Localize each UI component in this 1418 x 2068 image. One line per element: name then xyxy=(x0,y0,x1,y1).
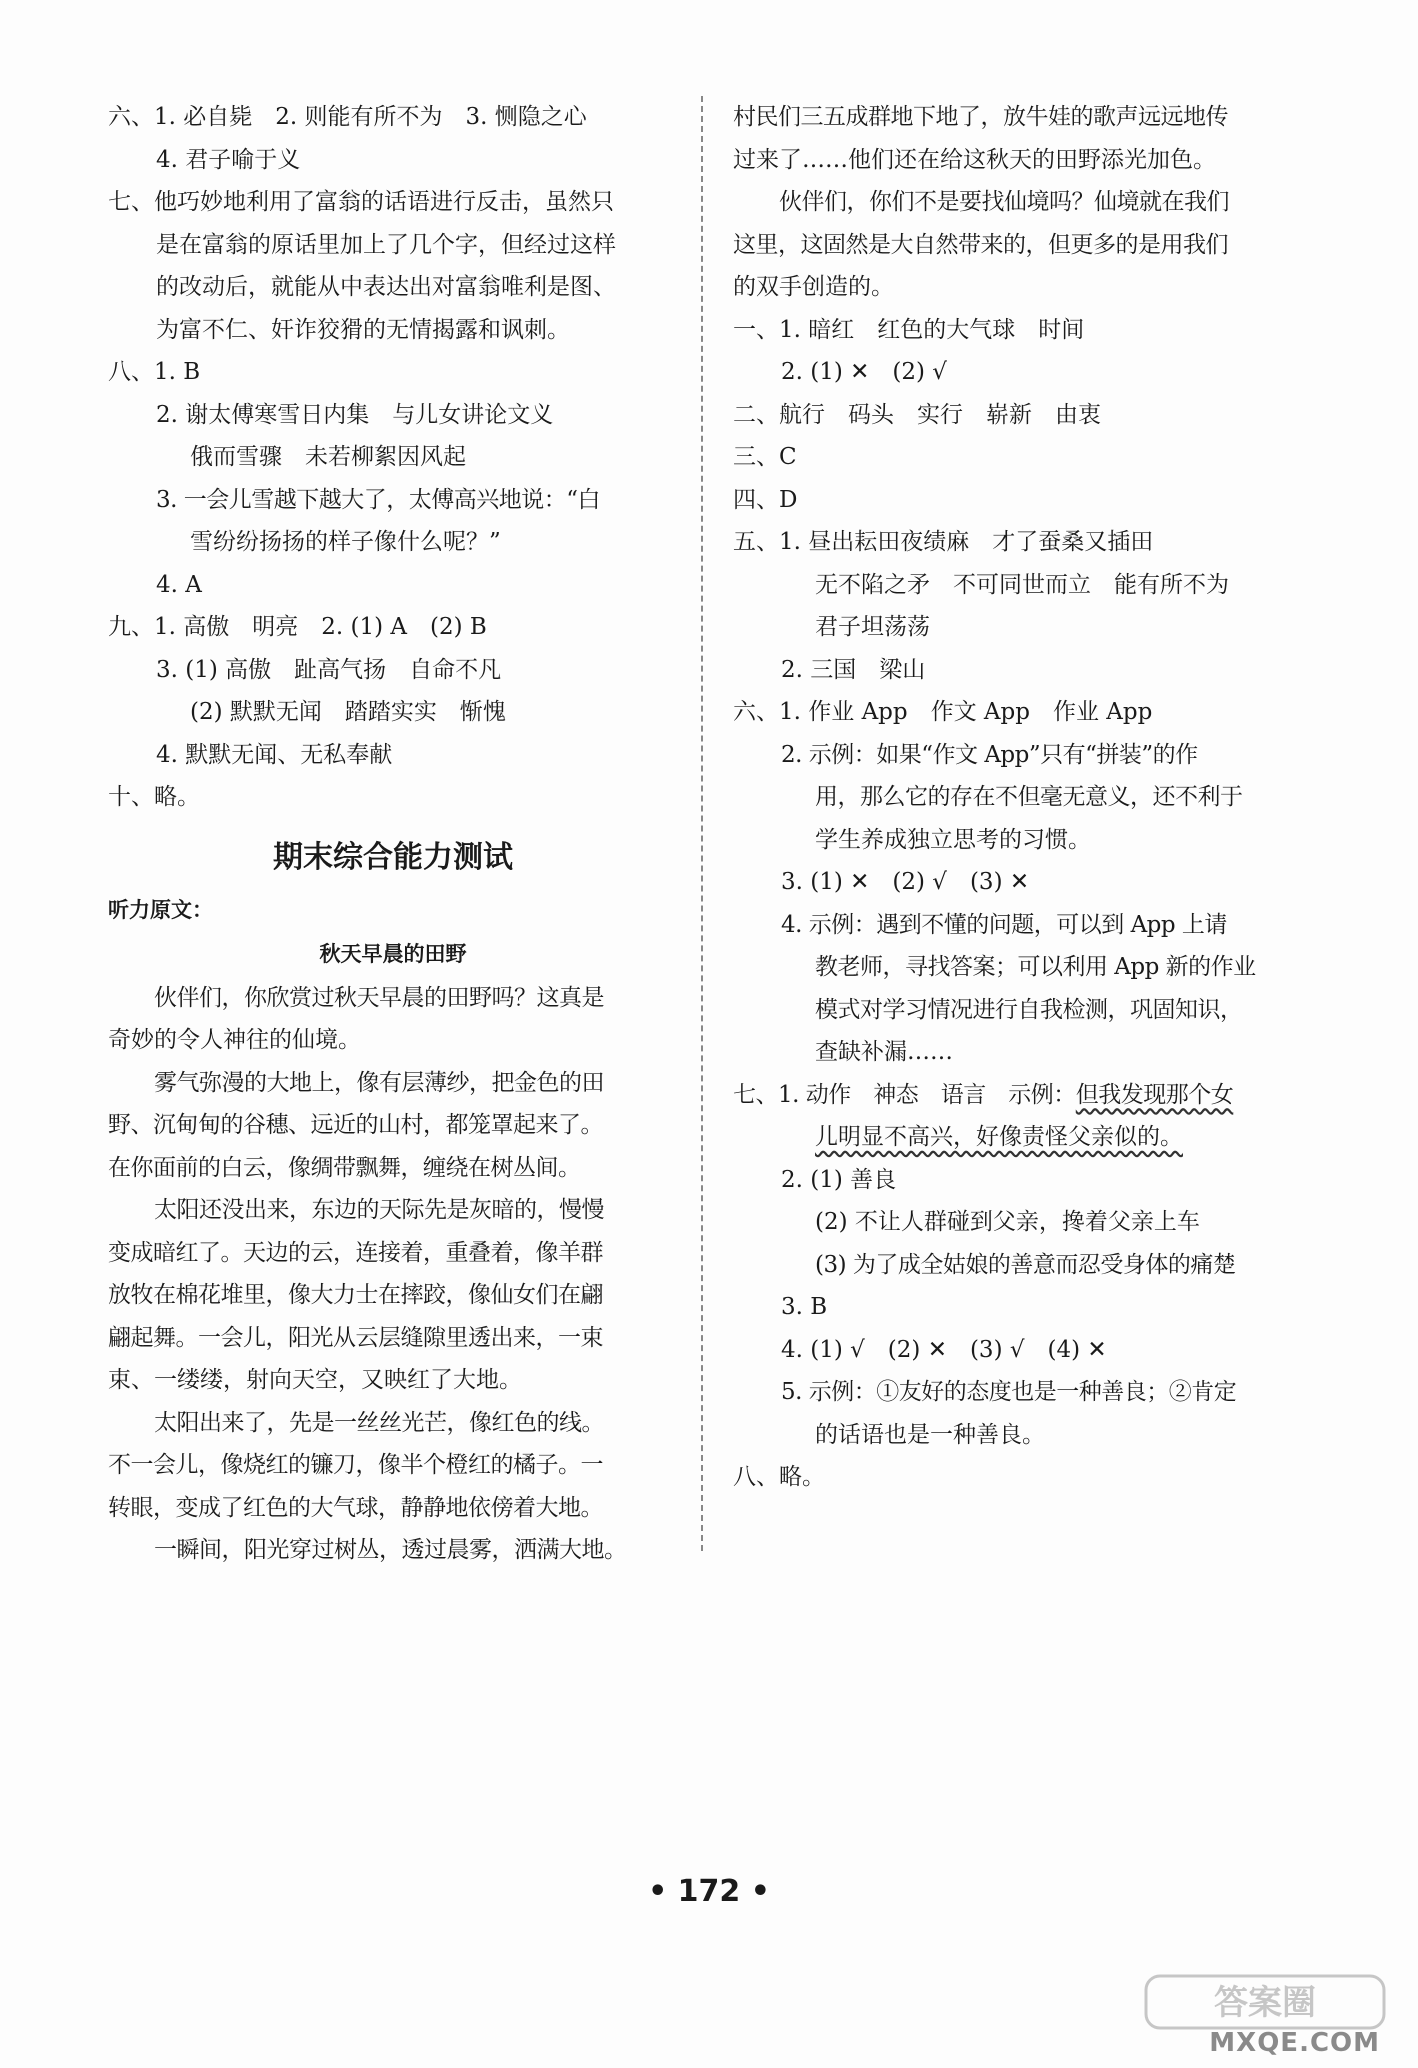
passage-line: 在你面前的白云，像绸带飘舞，缠绕在树丛间。 xyxy=(108,1154,581,1181)
answer-line: 四、D xyxy=(733,486,798,513)
answer-line: 4. (1) √ (2) ✕ (3) √ (4) ✕ xyxy=(781,1336,1107,1363)
answer-line: 2. (1) 善良 xyxy=(781,1166,897,1193)
answer-line: 3. (1) ✕ (2) √ (3) ✕ xyxy=(781,869,1030,895)
watermark-logo-text: 答案圈 xyxy=(1214,1983,1316,2023)
answer-line: 2. 示例：如果“作文 App”只有“拼装”的作 xyxy=(781,741,1198,768)
answer-line: 雪纷纷扬扬的样子像什么呢？” xyxy=(190,529,501,555)
answer-line xyxy=(733,1116,1293,1159)
passage-line: 伙伴们，你欣赏过秋天早晨的田野吗？这真是 xyxy=(154,984,604,1011)
passage-line: 不一会儿，像烧红的镰刀，像半个橙红的橘子。一 xyxy=(108,1452,603,1478)
answer-line: 模式对学习情况进行自我检测，巩固知识， xyxy=(815,996,1243,1023)
answer-line: 3. (1) 高傲 趾高气扬 自命不凡 xyxy=(156,656,502,683)
answer-line: 六、1. 必自毙 2. 则能有所不为 3. 恻隐之心 xyxy=(108,104,587,130)
answer-line: 无不陷之矛 不可同世而立 能有所不为 xyxy=(815,571,1229,598)
answer-line: 俄而雪骤 未若柳絮因风起 xyxy=(190,444,466,470)
listening-label: 听力原文： xyxy=(108,897,213,922)
answer-line: 2. 三国 梁山 xyxy=(781,656,926,683)
answer-line: 用，那么它的存在不但毫无意义，还不利于 xyxy=(815,784,1243,810)
right-column xyxy=(733,96,1293,1499)
answer-line: 4. A xyxy=(156,571,202,598)
passage-line: 奇妙的令人神往的仙境。 xyxy=(108,1027,361,1053)
column-divider xyxy=(701,96,703,1551)
answer-line: 君子坦荡荡 xyxy=(815,614,930,640)
passage-line: 野、沉甸甸的谷穗、远近的山村，都笼罩起来了。 xyxy=(108,1112,603,1138)
answer-line xyxy=(733,1074,1293,1117)
answer-line: 二、航行 码头 实行 崭新 由衷 xyxy=(733,401,1101,428)
answer-line: 4. 示例：遇到不懂的问题，可以到 App 上请 xyxy=(781,911,1227,938)
passage-line: 伙伴们，你们不是要找仙境吗？仙境就在我们 xyxy=(779,189,1229,215)
answer-line: 学生养成独立思考的习惯。 xyxy=(815,826,1091,853)
answer-line: 八、略。 xyxy=(733,1464,825,1490)
passage-line: 太阳出来了，先是一丝丝光芒，像红色的线。 xyxy=(154,1409,604,1436)
passage-line: 过来了……他们还在给这秋天的田野添光加色。 xyxy=(733,146,1216,173)
underlined-quote: 但我发现那个女 xyxy=(1075,1081,1234,1108)
answer-line: 一、1. 暗红 红色的大气球 时间 xyxy=(733,316,1085,343)
answer-text: 七、1. 动作 神态 语言 示例： xyxy=(733,1081,1076,1108)
answer-line: (2) 默默无闻 踏踏实实 惭愧 xyxy=(190,699,506,725)
answer-line: 十、略。 xyxy=(108,784,200,810)
answer-line: 是在富翁的原话里加上了几个字，但经过这样 xyxy=(156,231,616,258)
answer-line: 为富不仁、奸诈狡猾的无情揭露和讽刺。 xyxy=(156,316,570,343)
passage-line: 村民们三五成群地下地了，放牛娃的歌声远远地传 xyxy=(733,104,1228,130)
answer-line: 3. 一会儿雪越下越大了，太傅高兴地说：“白 xyxy=(156,486,601,513)
answer-line: (2) 不让人群碰到父亲，搀着父亲上车 xyxy=(815,1209,1200,1235)
answer-line: 2. (1) ✕ (2) √ xyxy=(781,359,947,385)
answer-line: 的话语也是一种善良。 xyxy=(815,1421,1045,1448)
passage-line: 的双手创造的。 xyxy=(733,274,894,300)
answer-line: (3) 为了成全姑娘的善意而忍受身体的痛楚 xyxy=(815,1251,1236,1278)
passage-line: 太阳还没出来，东边的天际先是灰暗的，慢慢 xyxy=(154,1197,604,1223)
passage-line: 这里，这固然是大自然带来的，但更多的是用我们 xyxy=(733,231,1228,258)
answer-line: 5. 示例：①友好的态度也是一种善良；②肯定 xyxy=(781,1379,1237,1405)
answer-line: 九、1. 高傲 明亮 2. (1) A (2) B xyxy=(108,614,487,640)
passage-line: 转眼，变成了红色的大气球，静静地依傍着大地。 xyxy=(108,1494,603,1521)
passage-title: 秋天早晨的田野 xyxy=(319,941,467,966)
answer-line: 三、C xyxy=(733,444,797,470)
answer-line: 3. B xyxy=(781,1294,828,1320)
answer-line: 五、1. 昼出耘田夜绩麻 才了蚕桑又插田 xyxy=(733,529,1154,555)
passage-line: 一瞬间，阳光穿过树丛，透过晨雾，洒满大地。 xyxy=(154,1537,627,1563)
answer-line: 六、1. 作业 App 作文 App 作业 App xyxy=(733,699,1153,725)
answer-line: 七、他巧妙地利用了富翁的话语进行反击，虽然只 xyxy=(108,189,614,215)
answer-line: 查缺补漏…… xyxy=(815,1039,953,1065)
underlined-quote: 儿明显不高兴，好像责怪父亲似的。 xyxy=(815,1124,1183,1150)
answer-line: 4. 君子喻于义 xyxy=(156,146,301,173)
passage-line: 雾气弥漫的大地上，像有层薄纱，把金色的田 xyxy=(154,1069,604,1096)
passage-line: 束、一缕缕，射向天空，又映红了大地。 xyxy=(108,1367,522,1393)
left-column xyxy=(108,96,678,1572)
section-title: 期末综合能力测试 xyxy=(273,839,513,875)
passage-line: 翩起舞。一会儿，阳光从云层缝隙里透出来，一束 xyxy=(108,1324,603,1351)
passage-line: 变成暗红了。天边的云，连接着，重叠着，像羊群 xyxy=(108,1239,603,1266)
answer-line: 4. 默默无闻、无私奉献 xyxy=(156,741,393,768)
passage-line: 放牧在棉花堆里，像大力士在摔跤，像仙女们在翩 xyxy=(108,1282,603,1308)
answer-line: 2. 谢太傅寒雪日内集 与儿女讲论文义 xyxy=(156,401,554,428)
watermark-text: MXQE.COM xyxy=(1209,2028,1380,2058)
answer-line: 八、1. B xyxy=(108,359,201,385)
page-number: • 172 • xyxy=(648,1874,770,1909)
answer-line: 教老师，寻找答案；可以利用 App 新的作业 xyxy=(815,954,1256,980)
answer-line: 的改动后，就能从中表达出对富翁唯利是图、 xyxy=(156,274,616,300)
